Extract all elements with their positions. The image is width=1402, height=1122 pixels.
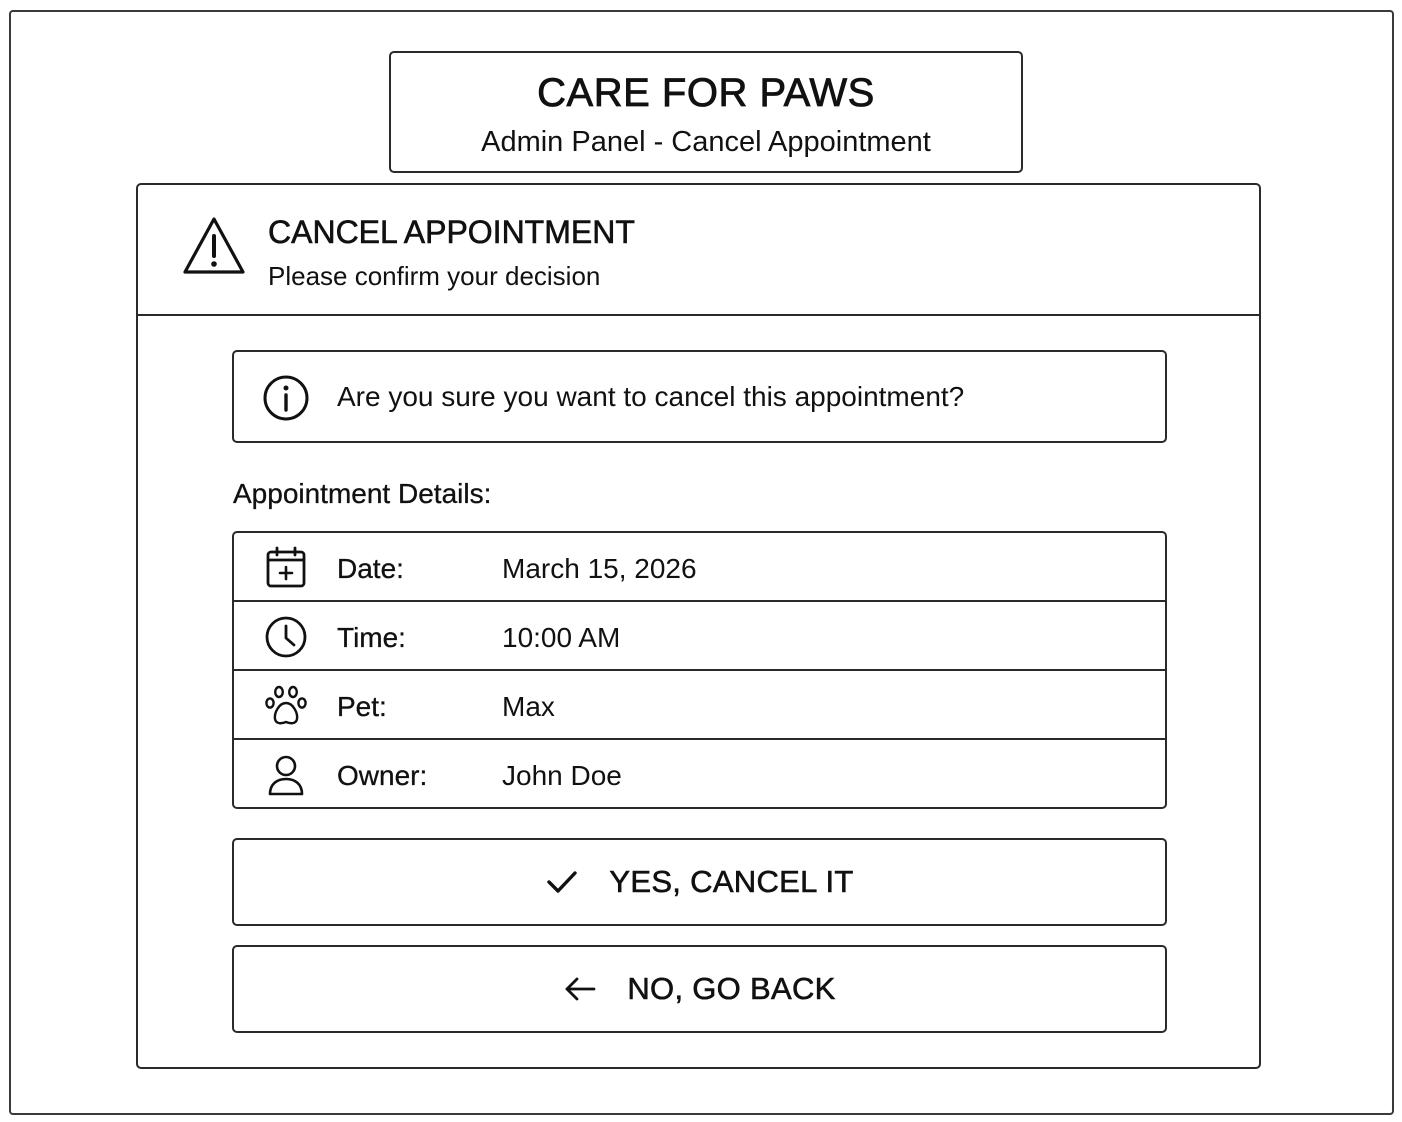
confirm-cancel-label: YES, CANCEL IT (609, 864, 854, 899)
notice-text: Are you sure you want to cancel this appointment? (337, 381, 965, 412)
pet-label: Pet: (337, 691, 387, 722)
clock-icon (264, 615, 308, 659)
detail-row-time (234, 602, 1165, 671)
warning-triangle-icon (181, 215, 247, 277)
dialog-title: CANCEL APPOINTMENT (268, 214, 635, 250)
user-icon (264, 753, 308, 797)
go-back-button[interactable] (232, 945, 1167, 1033)
time-value: 10:00 AM (502, 622, 621, 653)
detail-row-owner (234, 740, 1165, 808)
app-header (389, 51, 1023, 173)
detail-row-pet (234, 671, 1165, 740)
confirm-cancel-button[interactable] (232, 838, 1167, 926)
details-heading: Appointment Details: (233, 478, 492, 509)
appointment-details-table (232, 531, 1167, 809)
info-icon (262, 374, 310, 422)
paw-icon (264, 684, 308, 728)
go-back-label: NO, GO BACK (627, 971, 836, 1006)
dialog-subtitle: Please confirm your decision (268, 261, 601, 291)
dialog-header (138, 185, 1259, 316)
arrow-left-icon (563, 972, 597, 1006)
date-value: March 15, 2026 (502, 553, 697, 584)
header-subtitle: Admin Panel - Cancel Appointment (481, 126, 931, 158)
brand-title: CARE FOR PAWS (537, 71, 875, 115)
confirmation-notice (232, 350, 1167, 443)
checkmark-icon (545, 865, 579, 899)
date-label: Date: (337, 553, 404, 584)
calendar-icon (264, 546, 308, 590)
owner-label: Owner: (337, 760, 428, 791)
cancel-dialog (136, 183, 1261, 1069)
pet-value: Max (502, 691, 555, 722)
owner-value: John Doe (502, 760, 622, 791)
detail-row-date (234, 533, 1165, 602)
time-label: Time: (337, 622, 406, 653)
